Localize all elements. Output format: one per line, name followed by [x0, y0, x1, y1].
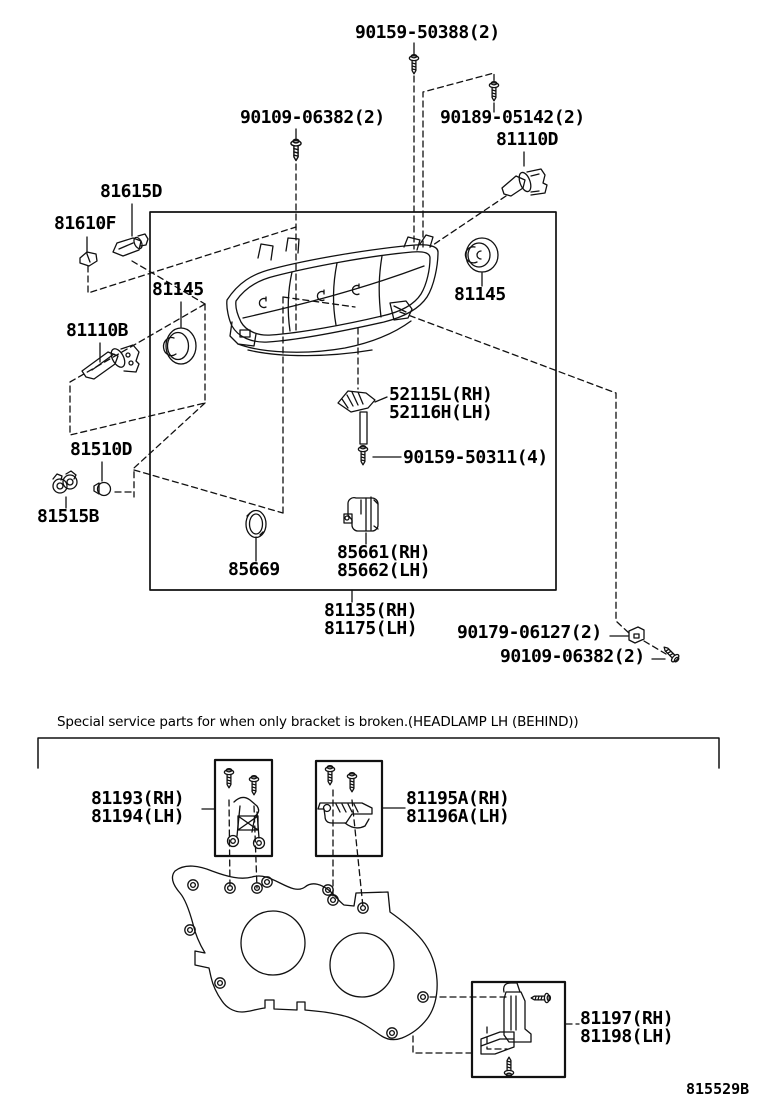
clip-90179-icon [629, 627, 644, 643]
bracket-screw-icon [347, 773, 356, 792]
section-bracket-line [38, 738, 719, 768]
screw-90159-50311-icon [358, 446, 367, 465]
part-label-81145-left: 81145 [152, 279, 204, 300]
part-label-90179-06127: 90179-06127(2) [457, 622, 602, 643]
part-label-81193: 81193(RH) [91, 788, 185, 809]
part-label-81110b: 81110B [66, 320, 129, 341]
oring-85669-icon [246, 511, 266, 538]
part-label-85662: 85662(LH) [337, 560, 431, 581]
bulb-81510d-icon [94, 483, 111, 496]
part-label-52116h: 52116H(LH) [389, 402, 493, 423]
screw-90159-50388-icon [409, 55, 418, 74]
main-parts-box [150, 212, 556, 590]
figure-code: 815529B [686, 1080, 750, 1098]
part-label-81610f: 81610F [54, 213, 117, 234]
part-label-90159-50311: 90159-50311(4) [403, 447, 548, 468]
bracket-screw-icon [325, 766, 334, 785]
bulb-81610f-icon [80, 252, 97, 266]
part-label-81196a: 81196A(LH) [406, 806, 510, 827]
part-label-90159-50388: 90159-50388(2) [355, 22, 500, 43]
bracket-screw-icon [224, 769, 233, 788]
bracket-81197-box [472, 982, 565, 1077]
bracket-81193-box [215, 760, 272, 856]
part-label-81175: 81175(LH) [324, 618, 418, 639]
bracket-screw-icon [531, 993, 550, 1002]
solid-leader-lines [66, 43, 665, 809]
bulb-81615d-icon [113, 234, 148, 256]
bracket-81193-icon [228, 797, 265, 848]
bracket-screw-icon [504, 1057, 513, 1076]
part-label-90109-06382-top: 90109-06382(2) [240, 107, 385, 128]
grommet-81145-left-icon [164, 328, 196, 364]
part-label-81510d: 81510D [70, 439, 133, 460]
bracket-81197-icon [481, 983, 531, 1054]
socket-81515b-icon [53, 471, 77, 493]
screw-90109-06382-lower-icon [661, 644, 681, 664]
part-label-85669: 85669 [228, 559, 280, 580]
part-label-81145-right: 81145 [454, 284, 506, 305]
part-label-81135: 81135(RH) [324, 600, 418, 621]
screw-90189-05142-icon [489, 82, 498, 101]
headlamp-assembly-drawing [227, 235, 438, 356]
part-label-90189-05142: 90189-05142(2) [440, 107, 585, 128]
bulb-81110d-icon [502, 169, 547, 196]
part-label-81110d: 81110D [496, 129, 559, 150]
part-label-52115l: 52115L(RH) [389, 384, 493, 405]
part-label-81615d: 81615D [100, 181, 163, 202]
grommet-81145-right-icon [465, 238, 498, 272]
headlamp-housing-rear-drawing [173, 866, 438, 1040]
bracket-screw-icon [249, 776, 258, 795]
bracket-52115l-icon [338, 391, 375, 444]
special-service-note: Special service parts for when only bracket is broken.(HEADLAMP LH (BEHIND)) [57, 714, 579, 730]
part-label-81198: 81198(LH) [580, 1026, 674, 1047]
part-label-81194: 81194(LH) [91, 806, 185, 827]
part-label-81195a: 81195A(RH) [406, 788, 510, 809]
bulb-81110b-icon [82, 345, 139, 379]
part-label-81515b: 81515B [37, 506, 100, 527]
part-label-81197: 81197(RH) [580, 1008, 674, 1029]
motor-85661-icon [344, 497, 378, 531]
part-label-90109-06382-bottom: 90109-06382(2) [500, 646, 645, 667]
part-label-85661: 85661(RH) [337, 542, 431, 563]
bracket-81195a-icon [318, 803, 372, 828]
screw-90109-06382-icon [291, 139, 301, 160]
